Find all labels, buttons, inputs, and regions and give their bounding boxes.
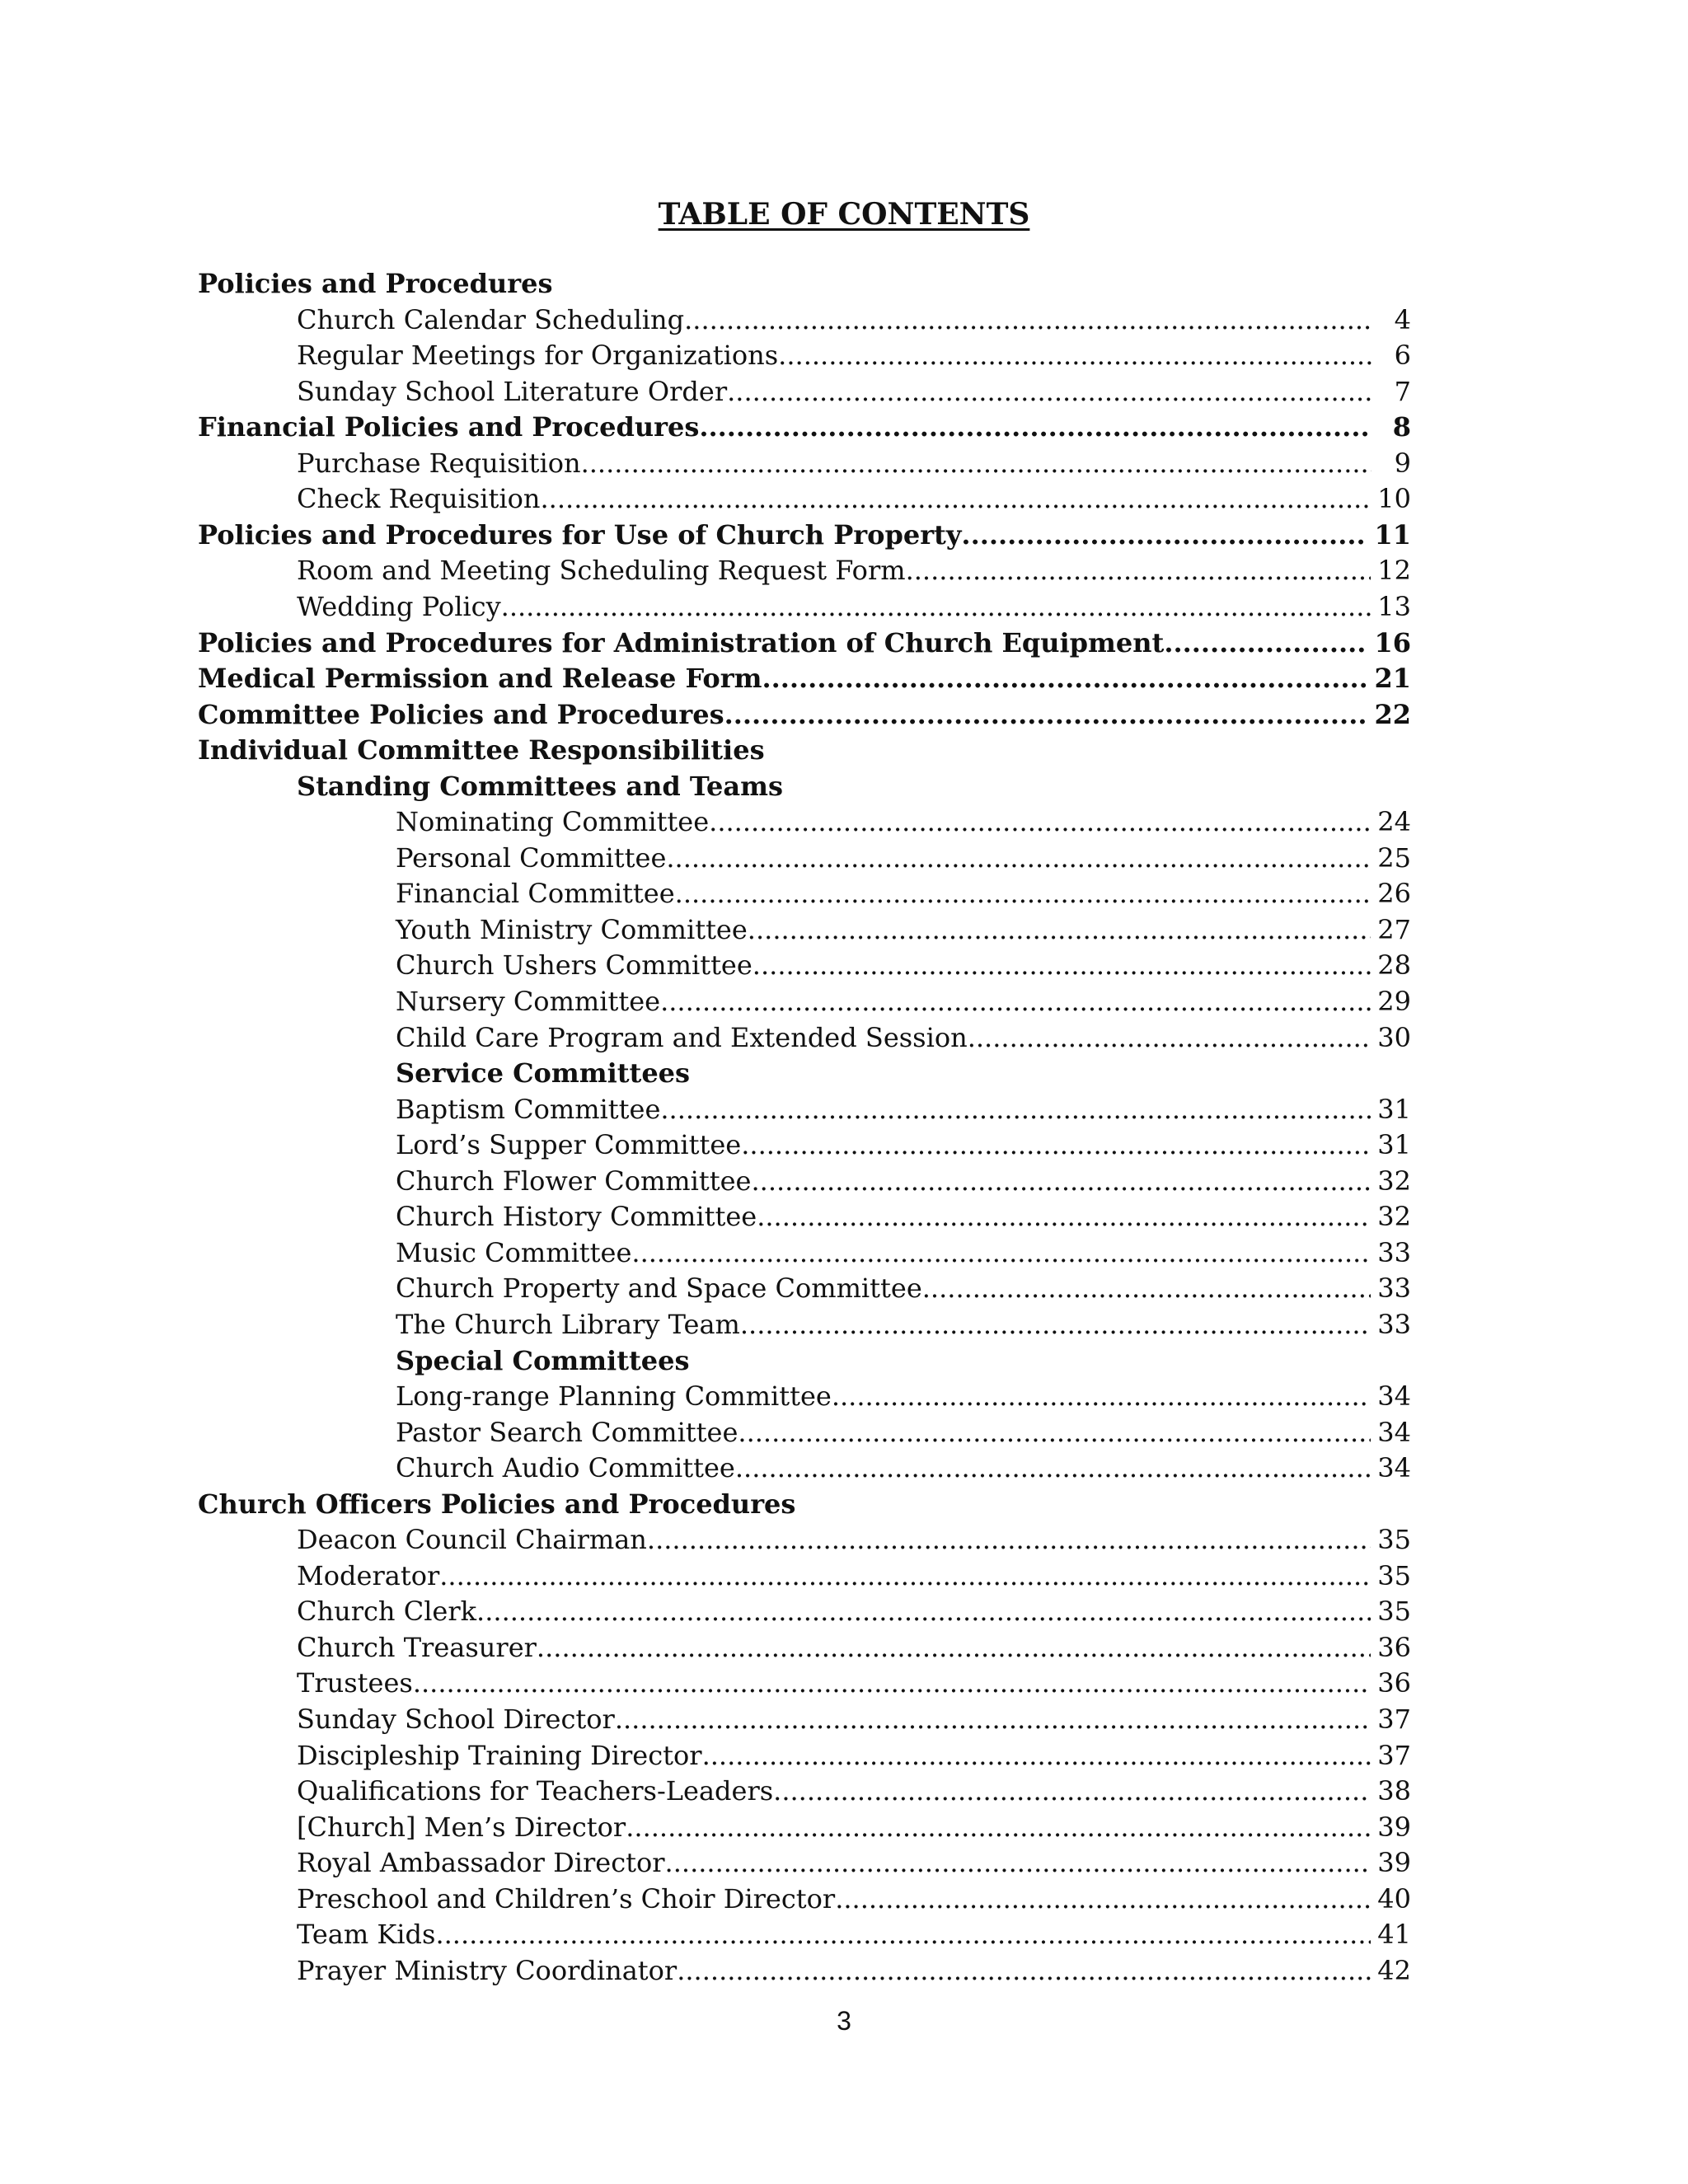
toc-entry-page: 32 [1377, 1201, 1411, 1233]
toc-entry-page: 34 [1377, 1380, 1411, 1413]
toc-entry[interactable] [396, 1378, 1411, 1414]
toc-entry-page: 21 [1374, 663, 1411, 695]
toc-entry-label: Trustees [297, 1667, 413, 1699]
toc-entry[interactable] [396, 1163, 1411, 1199]
page-title: TABLE OF CONTENTS [658, 197, 1030, 232]
toc-entry[interactable] [396, 1306, 1411, 1343]
toc-entry-label: Policies and Procedures for Use of Church Property [198, 518, 962, 551]
toc-entry-label: Church Audio Committee [396, 1452, 735, 1484]
toc-entry-page: 22 [1374, 698, 1411, 730]
toc-entry-page: 16 [1374, 626, 1411, 658]
toc-entry[interactable] [297, 1665, 1411, 1701]
toc-entry-label: Financial Policies and Procedures [198, 411, 700, 443]
toc-entry-label: Lord’s Supper Committee [396, 1129, 742, 1161]
toc-dot-leader [961, 517, 1367, 553]
toc-entry-label: Church Property and Space Committee [396, 1272, 922, 1305]
toc-entry-label: Church History Committee [396, 1201, 757, 1233]
toc-dot-leader [476, 1593, 1371, 1629]
toc-dot-leader [1164, 625, 1367, 661]
toc-entry-label: Child Care Program and Extended Session [396, 1021, 968, 1053]
toc-entry[interactable] [396, 1198, 1411, 1235]
toc-entry-label: Church Officers Policies and Procedures [198, 1488, 796, 1520]
toc-dot-leader [702, 1737, 1372, 1774]
toc-entry-page: 35 [1377, 1524, 1411, 1556]
toc-entry-label: Committee Policies and Procedures [198, 698, 724, 730]
toc-entry[interactable] [396, 1091, 1411, 1127]
toc-entry-label: Wedding Policy [297, 590, 501, 622]
toc-entry-label: Long-range Planning Committee [396, 1380, 832, 1413]
toc-entry[interactable] [297, 1881, 1411, 1917]
toc-entry-label: Church Calendar Scheduling [297, 303, 685, 335]
toc-entry[interactable] [198, 265, 553, 302]
toc-dot-leader [762, 660, 1367, 696]
toc-entry-page: 33 [1377, 1272, 1411, 1305]
toc-entry-label: Purchase Requisition [297, 447, 581, 479]
page-number: 3 [837, 2006, 851, 2036]
toc-entry-label: Personal Committee [396, 841, 667, 874]
toc-dot-leader [906, 552, 1372, 588]
toc-entry[interactable] [297, 1916, 1411, 1952]
toc-entry-label: Check Requisition [297, 483, 541, 515]
toc-entry-label: Discipleship Training Director [297, 1739, 702, 1771]
toc-entry-label: Nursery Committee [396, 986, 661, 1017]
toc-entry-label: Deacon Council Chairman [297, 1524, 647, 1556]
toc-entry-page: 10 [1377, 483, 1411, 515]
toc-dot-leader [773, 1773, 1371, 1809]
toc-entry[interactable] [198, 696, 1411, 733]
toc-entry[interactable] [297, 1701, 1411, 1737]
toc-entry-label: Policies and Procedures [198, 268, 553, 299]
toc-dot-leader [675, 875, 1372, 912]
toc-entry[interactable] [297, 1809, 1411, 1845]
toc-dot-leader [684, 302, 1372, 338]
toc-entry-page: 40 [1377, 1882, 1411, 1915]
toc-entry-label: Policies and Procedures for Administration of Church Equipment [198, 626, 1165, 658]
toc-entry[interactable] [396, 1414, 1411, 1451]
toc-entry[interactable] [297, 1773, 1411, 1809]
toc-dot-leader [413, 1665, 1371, 1701]
toc-entry-label: Prayer Ministry Coordinator [297, 1954, 678, 1986]
toc-dot-leader [666, 840, 1371, 876]
toc-entry-label: Medical Permission and Release Form [198, 663, 762, 695]
toc-entry-label: Service Committees [396, 1057, 691, 1090]
toc-entry[interactable] [297, 1844, 1411, 1881]
toc-entry-page: 29 [1377, 986, 1411, 1017]
toc-entry[interactable] [297, 480, 1411, 517]
toc-entry[interactable] [396, 875, 1411, 912]
toc-entry-label: Sunday School Director [297, 1704, 615, 1735]
toc-entry-page: 24 [1377, 806, 1411, 838]
toc-entry-label: Music Committee [396, 1236, 632, 1268]
toc-entry-page: 36 [1377, 1667, 1411, 1699]
toc-entry[interactable] [198, 660, 1411, 696]
toc-entry[interactable] [396, 1343, 690, 1379]
toc-entry-label: Baptism Committee [396, 1093, 661, 1125]
toc-entry-page: 8 [1392, 411, 1411, 443]
toc-dot-leader [727, 373, 1372, 410]
toc-entry-page: 34 [1377, 1416, 1411, 1448]
toc-entry[interactable] [396, 1127, 1411, 1163]
toc-entry[interactable] [396, 983, 1411, 1019]
toc-entry-page: 32 [1377, 1165, 1411, 1197]
toc-entry-label: Moderator [297, 1559, 440, 1591]
toc-dot-leader [537, 1629, 1371, 1666]
toc-entry-label: Regular Meetings for Organizations [297, 340, 779, 372]
toc-dot-leader [615, 1701, 1371, 1737]
toc-dot-leader [660, 1091, 1371, 1127]
toc-entry-label: Standing Committees and Teams [297, 770, 783, 802]
toc-entry[interactable] [297, 445, 1411, 481]
toc-dot-leader [626, 1809, 1371, 1845]
toc-entry-page: 35 [1377, 1596, 1411, 1628]
toc-entry[interactable] [297, 1629, 1411, 1666]
toc-entry-page: 41 [1377, 1919, 1411, 1951]
toc-dot-leader [439, 1558, 1371, 1594]
toc-entry-page: 4 [1394, 303, 1411, 335]
toc-dot-leader [647, 1521, 1371, 1558]
toc-entry[interactable] [297, 337, 1411, 373]
toc-entry[interactable] [198, 517, 1411, 553]
toc-entry-label: The Church Library Team [396, 1308, 740, 1340]
toc-entry[interactable] [297, 552, 1411, 588]
toc-dot-leader [835, 1881, 1371, 1917]
toc-entry-label: Royal Ambassador Director [297, 1847, 665, 1879]
toc-entry[interactable] [396, 1235, 1411, 1271]
toc-dot-leader [724, 696, 1368, 733]
toc-entry-page: 37 [1377, 1704, 1411, 1735]
toc-entry-page: 28 [1377, 949, 1411, 982]
toc-entry-page: 31 [1377, 1129, 1411, 1161]
toc-entry-page: 36 [1377, 1631, 1411, 1663]
toc-entry-page: 35 [1377, 1559, 1411, 1591]
toc-entry[interactable] [198, 409, 1411, 445]
toc-entry-page: 26 [1377, 878, 1411, 910]
toc-entry-page: 31 [1377, 1093, 1411, 1125]
toc-entry[interactable] [396, 1270, 1411, 1306]
toc-entry[interactable] [297, 1593, 1411, 1629]
toc-dot-leader [665, 1844, 1372, 1881]
toc-dot-leader [753, 947, 1371, 983]
toc-entry-page: 38 [1377, 1775, 1411, 1807]
toc-entry-page: 27 [1377, 913, 1411, 945]
toc-entry[interactable] [396, 947, 1411, 983]
toc-entry-label: [Church] Men’s Director [297, 1811, 626, 1843]
toc-dot-leader [751, 1163, 1371, 1199]
toc-entry[interactable] [297, 1952, 1411, 1989]
toc-dot-leader [778, 337, 1372, 373]
toc-dot-leader [541, 480, 1372, 517]
toc-dot-leader [699, 409, 1372, 445]
toc-entry-label: Youth Ministry Committee [396, 913, 748, 945]
toc-dot-leader [922, 1270, 1372, 1306]
toc-entry[interactable] [297, 302, 1411, 338]
toc-entry-page: 13 [1377, 590, 1411, 622]
toc-dot-leader [968, 1019, 1372, 1056]
toc-entry-page: 12 [1377, 555, 1411, 587]
toc-dot-leader [757, 1198, 1371, 1235]
toc-entry-label: Church Ushers Committee [396, 949, 753, 982]
toc-entry-label: Church Clerk [297, 1596, 477, 1628]
toc-dot-leader [709, 804, 1371, 840]
toc-entry-page: 11 [1374, 518, 1411, 551]
toc-entry[interactable] [198, 1486, 795, 1522]
toc-entry-label: Pastor Search Committee [396, 1416, 738, 1448]
toc-entry-page: 37 [1377, 1739, 1411, 1771]
toc-entry-page: 39 [1377, 1847, 1411, 1879]
toc-dot-leader [677, 1952, 1371, 1989]
toc-entry[interactable] [297, 1737, 1411, 1774]
toc-entry[interactable] [396, 840, 1411, 876]
toc-entry-page: 9 [1394, 447, 1411, 479]
toc-dot-leader [748, 912, 1371, 948]
toc-entry-page: 25 [1377, 841, 1411, 874]
toc-entry-label: Special Committees [396, 1344, 690, 1376]
toc-entry[interactable] [297, 1521, 1411, 1558]
toc-entry-label: Qualifications for Teachers-Leaders [297, 1775, 774, 1807]
toc-dot-leader [435, 1916, 1371, 1952]
toc-entry[interactable] [198, 732, 765, 768]
toc-dot-leader [631, 1235, 1371, 1271]
toc-dot-leader [741, 1127, 1371, 1163]
toc-entry-label: Team Kids [297, 1919, 436, 1951]
toc-entry[interactable] [297, 768, 783, 804]
toc-entry[interactable] [198, 625, 1411, 661]
toc-entry-page: 30 [1377, 1021, 1411, 1053]
toc-dot-leader [735, 1450, 1371, 1486]
toc-dot-leader [832, 1378, 1371, 1414]
toc-entry-label: Sunday School Literature Order [297, 375, 728, 407]
toc-entry-page: 7 [1394, 375, 1411, 407]
toc-dot-leader [738, 1414, 1371, 1451]
toc-entry-page: 39 [1377, 1811, 1411, 1843]
toc-entry[interactable] [396, 804, 1411, 840]
toc-entry-label: Individual Committee Responsibilities [198, 734, 765, 766]
toc-entry-page: 33 [1377, 1308, 1411, 1340]
toc-entry[interactable] [396, 1019, 1411, 1056]
toc-entry-page: 6 [1394, 340, 1411, 372]
toc-entry-page: 42 [1377, 1954, 1411, 1986]
toc-entry-page: 33 [1377, 1236, 1411, 1268]
toc-entry-label: Financial Committee [396, 878, 675, 910]
toc-dot-leader [501, 588, 1372, 625]
toc-entry[interactable] [396, 1055, 690, 1091]
toc-entry-label: Room and Meeting Scheduling Request Form [297, 555, 906, 587]
toc-entry-label: Nominating Committee [396, 806, 710, 838]
toc-entry-label: Church Flower Committee [396, 1165, 752, 1197]
toc-entry-label: Preschool and Children’s Choir Director [297, 1882, 836, 1915]
toc-dot-leader [660, 983, 1371, 1019]
toc-entry[interactable] [297, 1558, 1411, 1594]
toc-entry[interactable] [396, 912, 1411, 948]
toc-entry[interactable] [297, 373, 1411, 410]
toc-entry[interactable] [297, 588, 1411, 625]
toc-entry-label: Church Treasurer [297, 1631, 537, 1663]
toc-entry[interactable] [396, 1450, 1411, 1486]
toc-dot-leader [740, 1306, 1371, 1343]
toc-dot-leader [581, 445, 1372, 481]
toc-entry-page: 34 [1377, 1452, 1411, 1484]
